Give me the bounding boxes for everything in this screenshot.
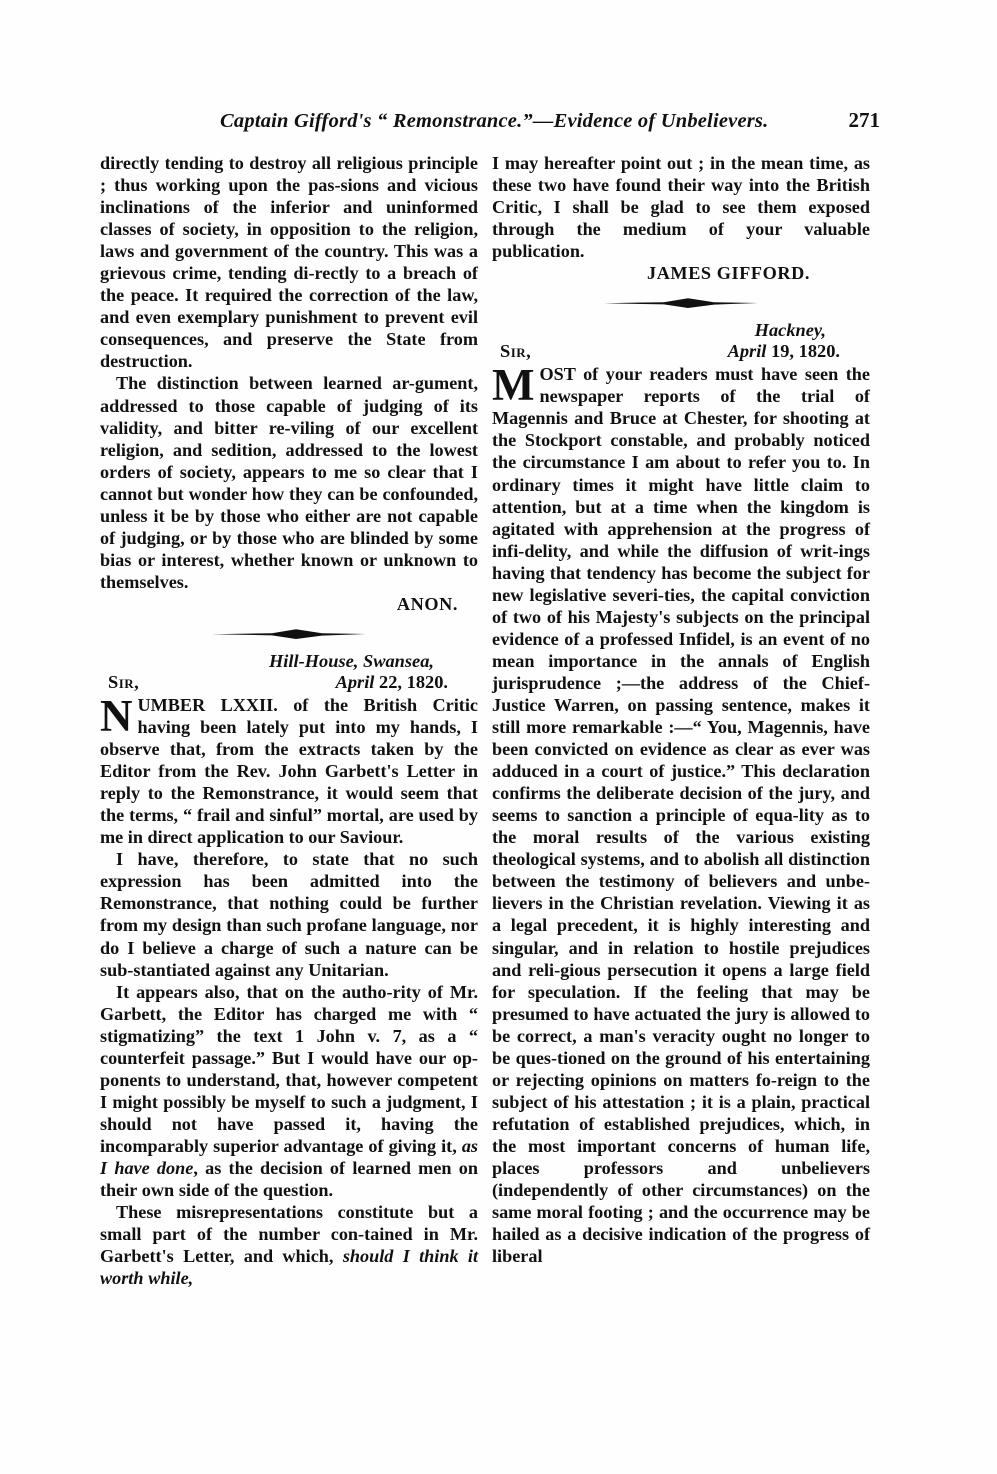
right-column (492, 152, 870, 1412)
paragraph-continued: directly tending to destroy all religious principle ; thus working upon the pas-sions and vicious inclinations of the inferior and uninformed classes of society, in opposition to the religion, laws and government of the country. This was a grievous crime, tending di-rectly to a breach of the peace. It required the correction of the law, and even exemplary punishment to prevent evil consequences, and preserve the State from destruction. (100, 153, 478, 372)
salutation-row (100, 672, 478, 693)
salutation-row (492, 341, 870, 362)
letter-salutation: Sir, (500, 341, 532, 362)
letter-opening-paragraph (492, 360, 870, 1267)
letter-heading-left (100, 651, 478, 693)
paragraph-part-a: These misrepresentations constitute but a small part of the number con-tained in Mr. Garbett's Letter, and which, (100, 1202, 478, 1267)
paragraph-emphasis: should I think it worth while, (100, 1246, 478, 1289)
drop-cap-letter: N (100, 690, 133, 741)
running-head-title: Captain Gifford's “ Remonstrance.”—Evidence of Unbelievers. (220, 110, 769, 132)
drop-cap-letter: M (492, 360, 535, 411)
letter-date-rest: 19, 1820. (771, 341, 840, 362)
letter-opening-text: OST of your readers must have seen the newspaper reports of the trial of Magennis and Bruce at Chester, for shooting at the Stockport constable, and probably noticed the circumstance I am about to refer you to. In ordinary times it might have little claim to attention, but at a time when the kingdom is agitated with apprehension at the progress of infi-delity, and while the diffusion of writ-ings having that tendency has become the subject for new legislative severi-ties, the capital conviction of two of his Majesty's subjects on the principal evidence of a professed Infidel, is an event of no mean importance in the annals of English jurisprudence ;—the address of the Chief-Justice Warren, on passing sentence, makes it still more remarkable :—“ You, Magennis, have been convicted on evidence as clear as ever was adduced in a court of justice.” This declaration confirms the deliberate decision of the jury, and seems to sanction a principle of equa-lity as to the moral results of the various existing theological systems, and to abolish all distinction between the testimony of believers and unbe-lievers in the Christian revelation. Viewing it as a legal precedent, it is highly interesting and singular, and in relation to hostile prejudices and reli-gious persecution it opens a large field for speculation. If the feeling that may be presumed to have actuated the jury is allowed to be correct, a man's veracity ought no longer to be ques-tioned on the ground of his entertaining or rejecting opinions on matters fo-reign to the subject of his attestation ; it is a plain, practical refutation of established prejudices, which, in the most important concerns of human life, places professors and unbelievers (independently of other circumstances) on the same moral footing ; and the occurrence may be hailed as a decisive indication of the progress of liberal (492, 364, 870, 1267)
letter-date (336, 672, 448, 693)
signature-james-gifford: JAMES GIFFORD. (647, 263, 810, 284)
letter-opening-text: UMBER LXXII. of the British Critic having been lately put into my hands, I observe that, from the extracts taken by the Editor from the Rev. John Garbett's Letter in reply to the Remonstrance, it would seem that the terms, “ frail and sinful” mortal, are used by me in direct application to our Saviour. (100, 694, 478, 848)
letter-opening-paragraph (100, 690, 478, 848)
letter-date-rest: 22, 1820. (379, 671, 448, 692)
signature-anon: ANON. (396, 593, 458, 614)
diamond-rule-ornament-icon (100, 621, 478, 647)
two-column-body (100, 152, 890, 1412)
paragraph (100, 1201, 478, 1289)
running-head (118, 108, 880, 138)
letter-date-month: April (727, 341, 767, 362)
letter-place: Hackney, (754, 320, 826, 341)
paragraph: The distinction between learned ar-gument, addressed to those capable of judging of its validity, and bitter re-viling of our excellent religion, and sedition, addressed to the lowest orders of society, appears to me so clear that I cannot but wonder how they can be confounded, unless it be by those who either are not capable of judging, or by those who are blinded by some bias or interest, whether known or unknown to themselves. (100, 373, 478, 592)
paragraph-emphasis: as I have done (100, 1135, 478, 1178)
paragraph-part-a: It appears also, that on the autho-rity of Mr. Garbett, the Editor has charged me with “ stigmatizing” the text 1 John v. 7, as a “ counterfeit passage.” But I would have our op-ponents to understand, that, however competent I might possibly be myself to such a judgment, I should not have passed it, having the incomparably superior advantage of giving it, (100, 981, 478, 1156)
letter-salutation: Sir, (108, 671, 140, 692)
page-number: 271 (848, 108, 880, 132)
left-column (100, 152, 478, 1412)
paragraph: I have, therefore, to state that no such expression has been admitted into the Remonstrance, that nothing could be further from my design than such profane language, nor do I believe a charge of such a nature can be sub-stantiated against any Unitarian. (100, 849, 478, 980)
letter-date (728, 341, 840, 362)
letter-heading-right (492, 320, 870, 362)
letter-date-month: April (335, 671, 375, 692)
paragraph (100, 981, 478, 1201)
letter-place: Hill-House, Swansea, (268, 650, 434, 671)
paragraph-continued: I may hereafter point out ; in the mean time, as these two have found their way into the British Critic, I shall be glad to see them exposed through the medium of your valuable publication. (492, 153, 870, 262)
diamond-rule-ornament-icon (492, 290, 870, 316)
paragraph-part-b: , as the decision of learned men on their own side of the question. (100, 1157, 478, 1201)
